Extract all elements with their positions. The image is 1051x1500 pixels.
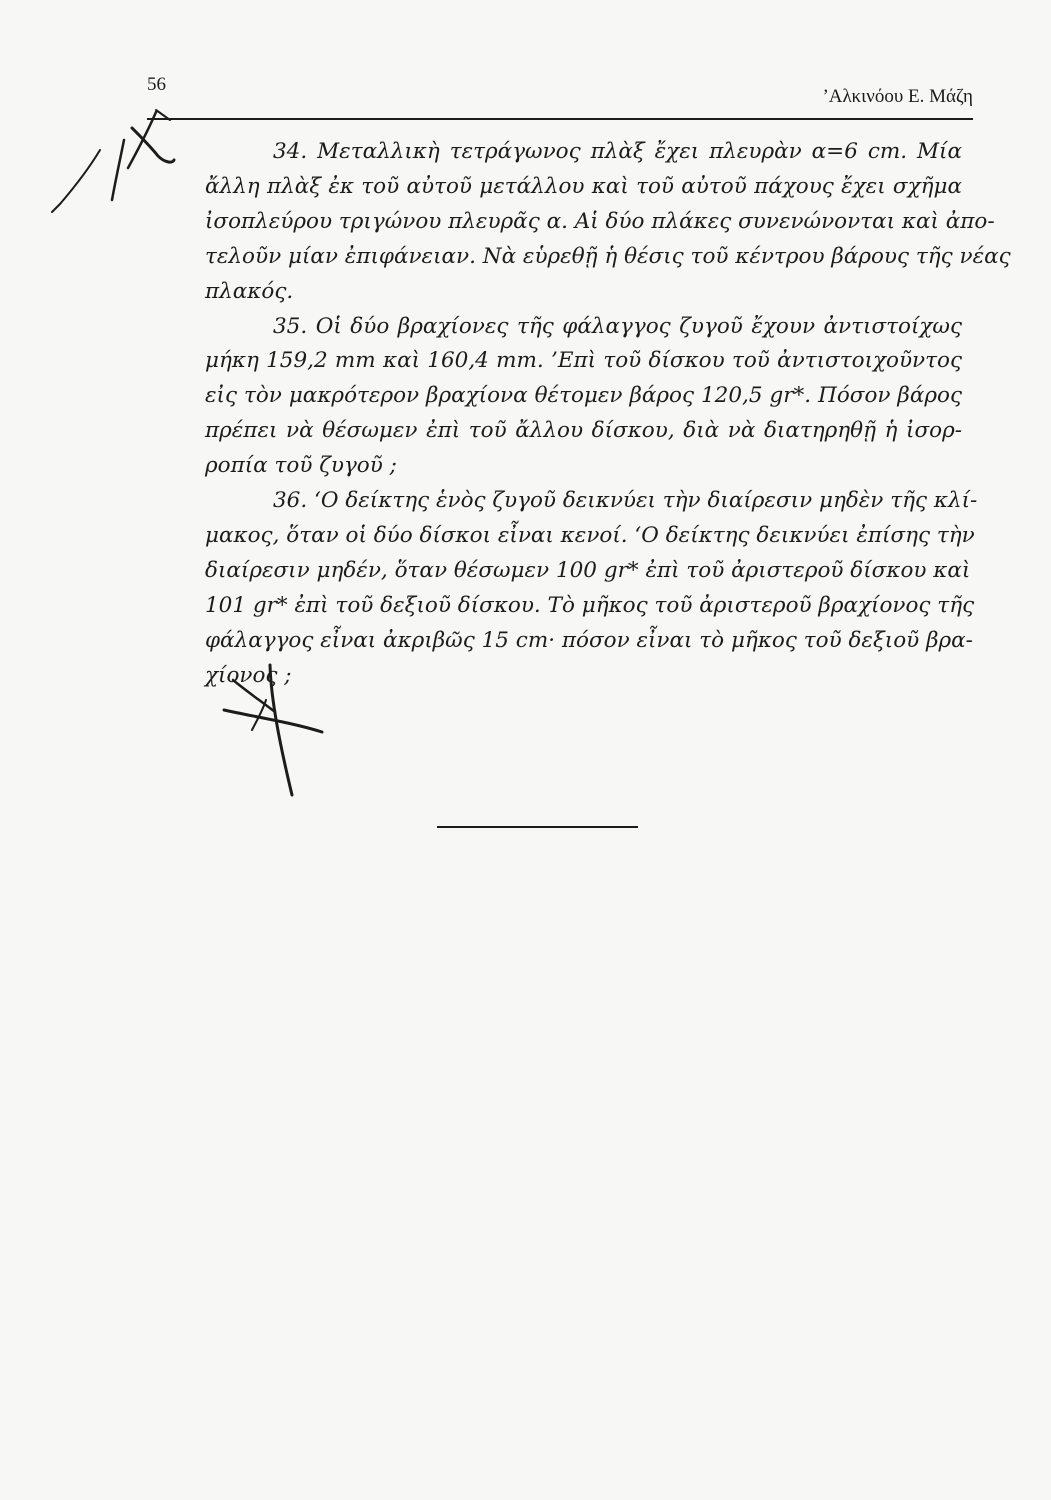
text-line: ἰσοπλεύρου τριγώνου πλευρᾶς α. Αἱ δύο πλάκες συνενώνονται καὶ ἀπο- bbox=[205, 208, 995, 234]
text-line: πλακός. bbox=[205, 278, 294, 304]
text-line: 101 gr* ἐπὶ τοῦ δεξιοῦ δίσκου. Τὸ μῆκος τοῦ ἀριστεροῦ βραχίονος τῆς bbox=[205, 592, 975, 618]
text-line: φάλαγγος εἶναι ἀκριβῶς 15 cm· πόσον εἶναι τὸ μῆκος τοῦ δεξιοῦ βρα- bbox=[205, 627, 973, 653]
problem-35 bbox=[137, 310, 962, 485]
exercise-text bbox=[137, 135, 1011, 694]
text-line: ροπία τοῦ ζυγοῦ ; bbox=[205, 453, 397, 479]
problem-34 bbox=[137, 135, 1011, 310]
text-line: 36. ‘Ο δείκτης ἑνὸς ζυγοῦ δεικνύει τὴν διαίρεσιν μηδὲν τῆς κλί- bbox=[273, 488, 978, 514]
text-line: ἄλλη πλὰξ ἐκ τοῦ αὐτοῦ μετάλλου καὶ τοῦ αὐτοῦ πάχους ἔχει σχῆμα bbox=[205, 173, 962, 199]
text-line: εἰς τὸν μακρότερον βραχίονα θέτομεν βάρος 120,5 gr*. Πόσον βάρος bbox=[205, 383, 962, 409]
header-rule bbox=[147, 118, 973, 120]
text-line: πρέπει νὰ θέσωμεν ἐπὶ τοῦ ἄλλου δίσκου, διὰ νὰ διατηρηθῇ ἡ ἰσορ- bbox=[205, 418, 962, 444]
text-line: χίονος ; bbox=[205, 662, 292, 688]
section-end-rule bbox=[437, 826, 638, 828]
problem-36 bbox=[137, 484, 978, 693]
text-line: 35. Οἱ δύο βραχίονες τῆς φάλαγγος ζυγοῦ ἔχουν ἀντιστοίχως bbox=[273, 313, 962, 339]
running-head: ’Αλκινόου Ε. Μάζη bbox=[822, 86, 973, 107]
page-header bbox=[147, 70, 973, 122]
text-line: 34. Μεταλλικὴ τετράγωνος πλὰξ ἔχει πλευρὰν α=6 cm. Μία bbox=[273, 139, 962, 164]
text-line: τελοῦν μίαν ἐπιφάνειαν. Νὰ εὑρεθῇ ἡ θέσις τοῦ κέντρου βάρους τῆς νέας bbox=[205, 243, 1011, 269]
text-line: μήκη 159,2 mm καὶ 160,4 mm. ’Επὶ τοῦ δίσκου τοῦ ἀντιστοιχοῦντος bbox=[205, 348, 962, 374]
text-line: μακος, ὅταν οἱ δύο δίσκοι εἶναι κενοί. ‘Ο δείκτης δεικνύει ἐπίσης τὴν bbox=[205, 522, 975, 548]
text-line: διαίρεσιν μηδέν, ὅταν θέσωμεν 100 gr* ἐπὶ τοῦ ἀριστεροῦ δίσκου καὶ bbox=[205, 557, 971, 583]
page-number: 56 bbox=[147, 74, 166, 95]
